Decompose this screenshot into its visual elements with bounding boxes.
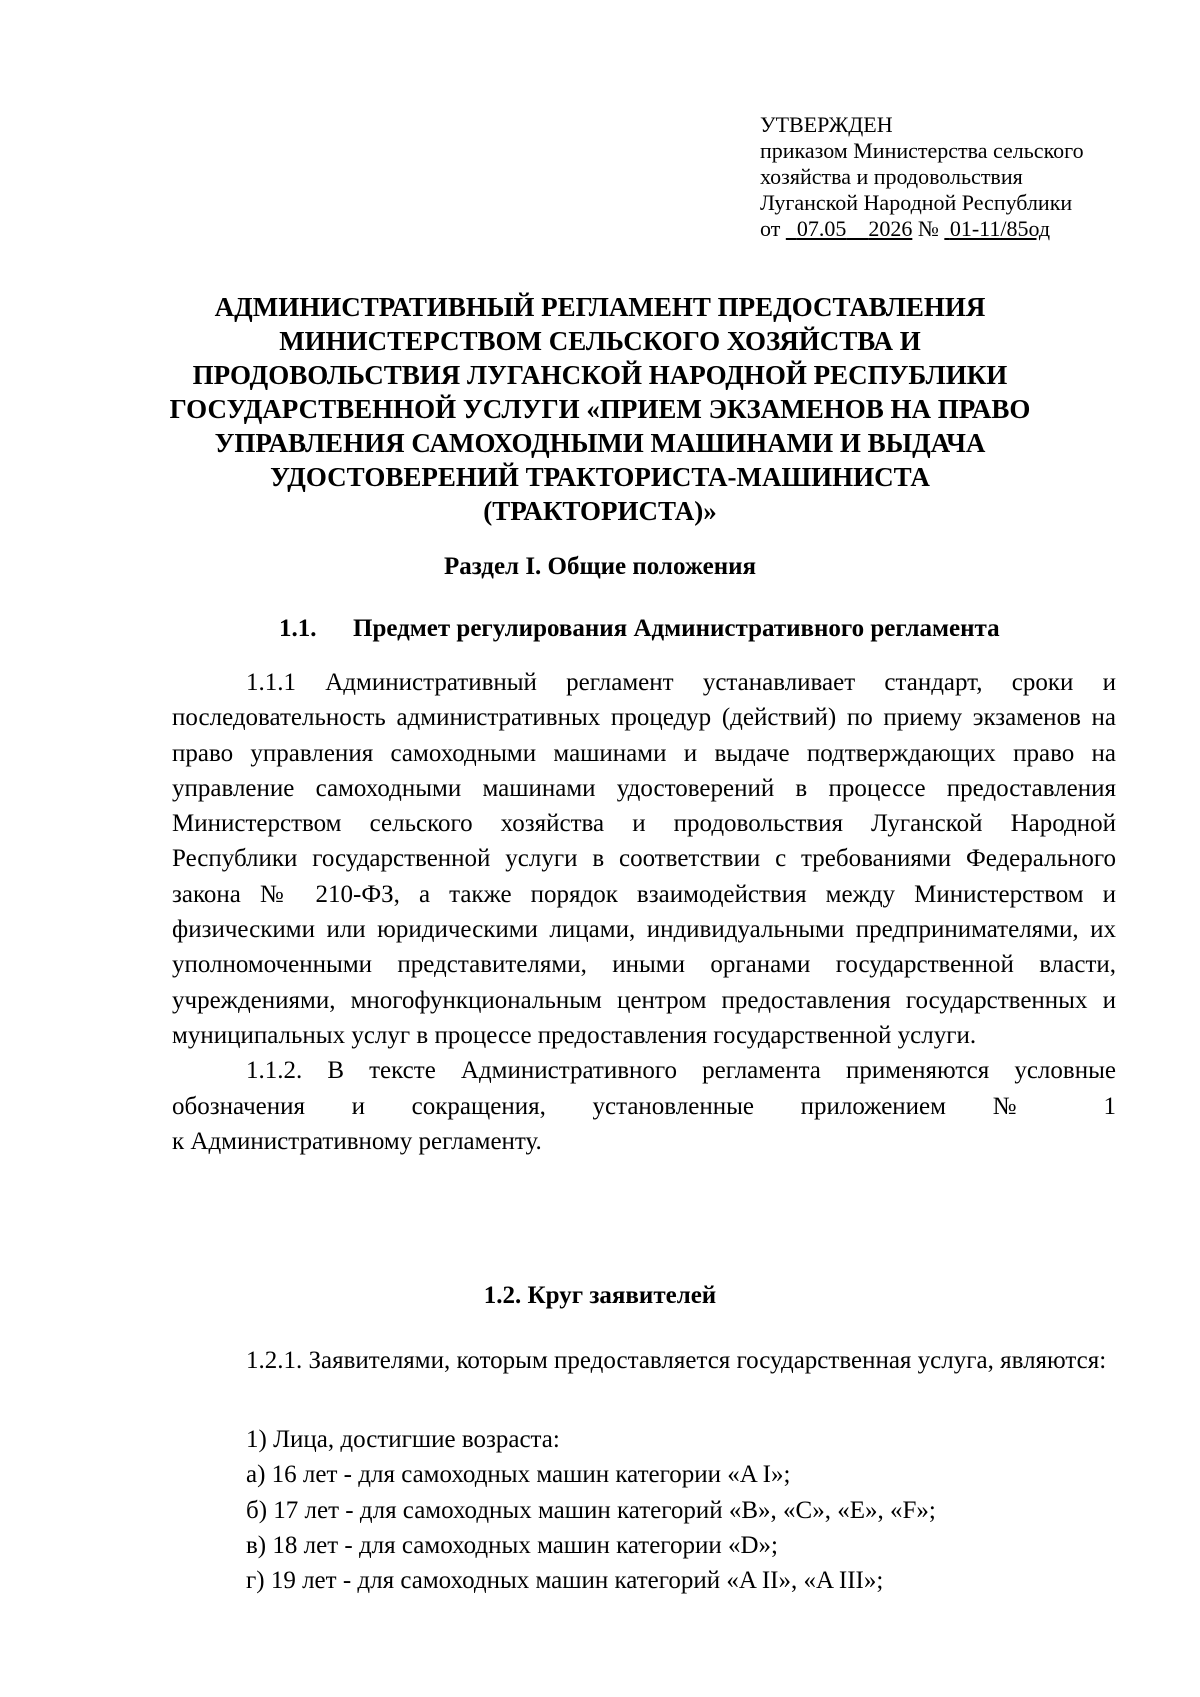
approval-line: хозяйства и продовольствия (760, 164, 1023, 189)
list-item: б) 17 лет - для самоходных машин категорий «B», «C», «E», «F»; (246, 1496, 936, 1524)
number-sign: № (912, 216, 945, 241)
approval-stamp (760, 112, 1140, 242)
date-value: 07.05 (796, 216, 847, 241)
list-item: г) 19 лет - для самоходных машин категорий «A II», «A III»; (246, 1567, 884, 1595)
body-text-1-1 (172, 665, 1116, 1159)
order-number (944, 216, 1050, 241)
list-item: а) 16 лет - для самоходных машин категории «A I»; (246, 1461, 791, 1489)
approval-line: УТВЕРЖДЕН (760, 112, 893, 137)
paragraph-1-2-1: 1.2.1. Заявителями, которым предоставляется государственная услуга, являются: (246, 1347, 1107, 1374)
title-line: УДОСТОВЕРЕНИЙ ТРАКТОРИСТА-МАШИНИСТА (270, 462, 930, 492)
date-year: 2026 (868, 216, 913, 241)
title-line: ПРОДОВОЛЬСТВИЯ ЛУГАНСКОЙ НАРОДНОЙ РЕСПУБЛИКИ (192, 360, 1008, 390)
paragraph-1-1-2: 1.1.2. В тексте Административного регламента применяются условные обозначения и сокращения, установленные приложением № 1 (172, 1057, 1116, 1120)
paragraph-1-1-2-continuation: к Административному регламенту. (172, 1127, 542, 1155)
list-item: 1) Лица, достигшие возраста: (246, 1426, 560, 1453)
list-item: в) 18 лет - для самоходных машин категории «D»; (246, 1531, 778, 1559)
title-line: МИНИСТЕРСТВОМ СЕЛЬСКОГО ХОЗЯЙСТВА И (279, 326, 921, 356)
approval-line: Луганской Народной Республики (760, 190, 1073, 215)
approval-date-line (760, 216, 1140, 242)
subsection-heading-1-1 (279, 614, 1000, 644)
date-field (786, 216, 913, 241)
paragraph-1-1-1: 1.1.1 Административный регламент устанавливает стандарт, сроки и последовательность административных процедур (действий) по приему экзаменов на право управления самоходными машинами и выдаче подтверждающих право на управление самоходными машинами удостоверений в процессе предоставления Министерством сельского хозяйства и продовольствия Луганской Народной Республики государственной услуги в соответствии с требованиями Федерального закона № 210-ФЗ, а также порядок взаимодействия между Министерством и физическими или юридическими лицами, индивидуальными предпринимателями, их уполномоченными представителями, иными органами государственной власти, учреждениями, многофункциональным центром предоставления государственных и муниципальных услуг в процессе предоставления государственной услуги. (172, 669, 1116, 1049)
subsection-heading-1-2: 1.2. Круг заявителей (483, 1282, 717, 1309)
document-title (150, 290, 1050, 528)
title-line: (ТРАКТОРИСТА)» (483, 496, 717, 526)
subsection-number: 1.1. (279, 615, 317, 642)
subsection-title: Предмет регулирования Административного регламента (353, 615, 1000, 642)
title-line: АДМИНИСТРАТИВНЫЙ РЕГЛАМЕНТ ПРЕДОСТАВЛЕНИЯ (214, 292, 986, 322)
title-line: ГОСУДАРСТВЕННОЙ УСЛУГИ «ПРИЕМ ЭКЗАМЕНОВ НА ПРАВО (169, 394, 1031, 424)
applicant-list (172, 1422, 1116, 1598)
date-prefix: от (760, 216, 786, 241)
body-text-1-2 (172, 1343, 1116, 1378)
section-heading: Раздел I. Общие положения (443, 553, 757, 580)
title-line: УПРАВЛЕНИЯ САМОХОДНЫМИ МАШИНАМИ И ВЫДАЧА (214, 428, 986, 458)
approval-line: приказом Министерства сельского (760, 138, 1084, 163)
order-number-value: 01-11/85од (949, 216, 1051, 241)
